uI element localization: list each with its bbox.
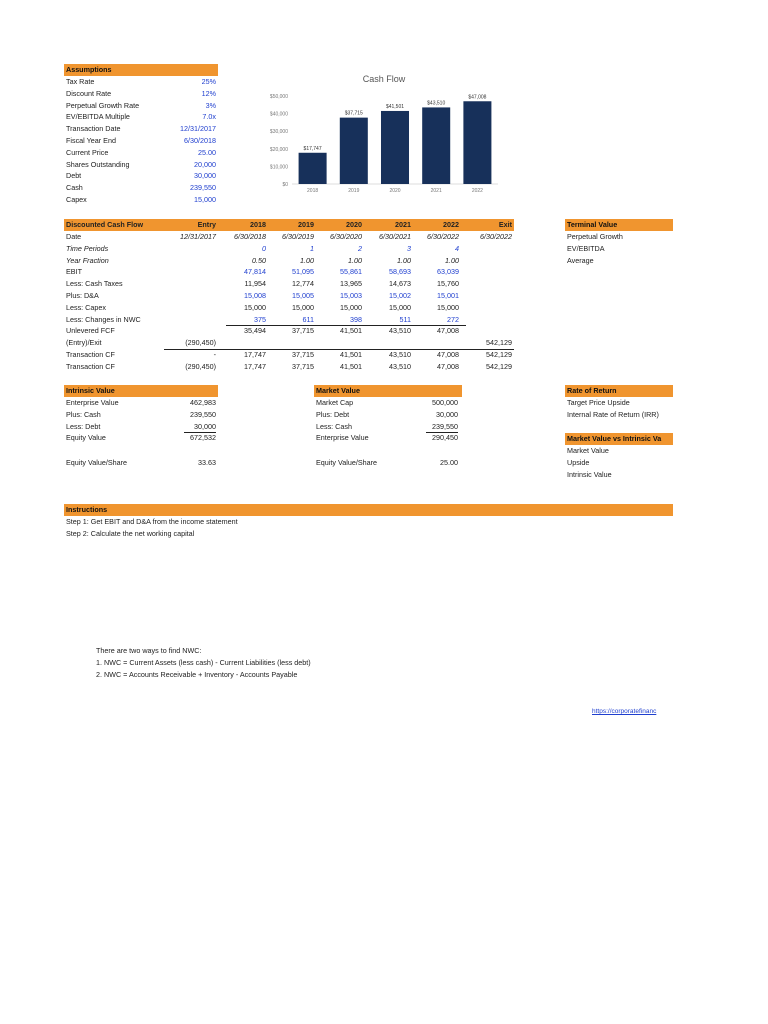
dcf-cell: 47,814 — [244, 267, 266, 277]
dcf-cell: 41,501 — [340, 326, 362, 336]
dcf-row-label: Unlevered FCF — [66, 326, 115, 336]
assumption-value: 6/30/2018 — [184, 136, 216, 145]
assumption-value: 30,000 — [194, 171, 216, 181]
dcf-cell: 15,003 — [340, 291, 362, 300]
intrinsic-label: Enterprise Value — [66, 398, 119, 407]
assumption-value: 239,550 — [190, 183, 216, 193]
cash-flow-chart — [250, 70, 500, 200]
chart-bar — [422, 107, 450, 184]
y-tick-label: $40,000 — [269, 111, 288, 118]
dcf-cell: 12/31/2017 — [180, 232, 216, 241]
dcf-column-header: Exit — [498, 220, 512, 229]
mv-vs-iv-header: Market Value vs Intrinsic Va — [565, 433, 673, 445]
market-value: 239,550 — [432, 421, 458, 431]
assumption-value: 20,000 — [194, 159, 216, 169]
dcf-cell: 63,039 — [437, 267, 459, 277]
dcf-cell: 58,693 — [389, 267, 411, 277]
market-value: 290,450 — [432, 433, 458, 443]
intrinsic-value: 239,550 — [190, 409, 216, 419]
assumptions-header: Assumptions — [64, 64, 218, 76]
dcf-cell: 15,008 — [244, 291, 266, 300]
dcf-cell: 12,774 — [292, 279, 314, 289]
dcf-cell: 375 — [254, 314, 266, 324]
dcf-row-label: Less: Cash Taxes — [66, 279, 123, 289]
dcf-cell: 11,954 — [244, 279, 266, 289]
dcf-cell: 0.50 — [252, 255, 266, 265]
dcf-subtotal-rule — [226, 325, 466, 326]
dcf-cell: 272 — [447, 314, 459, 324]
dcf-cell: 43,510 — [389, 361, 411, 371]
assumption-label: Discount Rate — [66, 88, 112, 98]
nwc-note: 2. NWC = Accounts Receivable + Inventory - Accounts Payable — [96, 669, 298, 679]
dcf-cell: 0 — [262, 243, 266, 253]
dcf-cell: 37,715 — [292, 361, 314, 371]
y-tick-label: $10,000 — [269, 164, 288, 171]
dcf-column-header: 2021 — [395, 220, 411, 229]
x-tick-label: 2018 — [307, 188, 319, 194]
assumption-label: Debt — [66, 171, 82, 181]
dcf-cell: 47,008 — [437, 361, 459, 371]
intrinsic-label: Equity Value — [66, 433, 106, 443]
dcf-cell: 15,000 — [292, 302, 314, 312]
corporate-finance-link[interactable]: https://corporatefinanc — [592, 708, 657, 715]
dcf-cell: 15,005 — [292, 291, 314, 300]
dcf-row-label: (Entry)/Exit — [66, 338, 102, 348]
market-total-rule — [426, 432, 458, 433]
dcf-cell: 542,129 — [486, 350, 512, 359]
bar-data-label: $47,008 — [468, 94, 487, 101]
dcf-cell: 15,000 — [340, 302, 362, 312]
dcf-row-label: Year Fraction — [66, 255, 109, 265]
bar-data-label: $43,510 — [427, 100, 446, 107]
intrinsic-total-rule — [184, 432, 216, 433]
x-tick-label: 2021 — [430, 188, 442, 194]
terminal-value-row: Average — [567, 255, 594, 265]
dcf-header-label: Discounted Cash Flow — [66, 220, 144, 229]
dcf-cell: 1.00 — [397, 255, 411, 265]
terminal-value-header: Terminal Value — [565, 219, 673, 231]
dcf-column-header: Entry — [197, 220, 216, 229]
y-tick-label: $50,000 — [269, 94, 288, 100]
terminal-value-row: Perpetual Growth — [567, 232, 623, 241]
dcf-column-header: 2020 — [346, 220, 362, 229]
dcf-cell: 43,510 — [389, 326, 411, 336]
dcf-cell: 15,000 — [437, 302, 459, 312]
dcf-cell: 6/30/2021 — [379, 232, 411, 241]
chart-title: Cash Flow — [362, 74, 406, 84]
dcf-cell: 47,008 — [437, 350, 459, 359]
intrinsic-value: 30,000 — [194, 421, 216, 431]
chart-bar — [381, 111, 409, 184]
dcf-cell: 542,129 — [486, 338, 512, 348]
dcf-total-rule — [164, 349, 514, 350]
dcf-cell: 1.00 — [348, 255, 362, 265]
dcf-cell: 17,747 — [244, 350, 266, 359]
dcf-cell: 2 — [358, 243, 362, 253]
assumption-label: Perpetual Growth Rate — [66, 100, 140, 110]
dcf-cell: 611 — [302, 314, 314, 324]
assumption-label: Transaction Date — [66, 124, 121, 134]
dcf-cell: 6/30/2022 — [480, 232, 512, 241]
chart-bar — [299, 153, 327, 184]
bar-data-label: $41,501 — [385, 103, 405, 110]
dcf-column-header: 2019 — [298, 220, 314, 229]
dcf-cell: 6/30/2019 — [282, 232, 314, 241]
chart-bar — [340, 118, 368, 184]
dcf-cell: 47,008 — [437, 326, 459, 336]
bar-data-label: $17,747 — [303, 145, 322, 152]
mv-vs-iv-row: Market Value — [567, 446, 609, 455]
assumption-label: Capex — [66, 195, 87, 204]
dcf-row-label: Less: Capex — [66, 302, 106, 312]
market-value-header: Market Value — [314, 385, 462, 397]
dcf-column-header: 2018 — [250, 220, 266, 229]
dcf-column-header: 2022 — [443, 220, 459, 229]
assumption-label: Current Price — [66, 147, 109, 157]
dcf-cell: 542,129 — [486, 361, 512, 371]
instruction-step: Step 1: Get EBIT and D&A from the income statement — [66, 517, 238, 526]
dcf-cell: 41,501 — [340, 361, 362, 371]
dcf-cell: 6/30/2020 — [330, 232, 362, 241]
dcf-row-label: Transaction CF — [66, 361, 115, 371]
intrinsic-value-header: Intrinsic Value — [64, 385, 218, 397]
nwc-note: 1. NWC = Current Assets (less cash) - Current Liabilities (less debt) — [96, 657, 311, 667]
mv-vs-iv-row: Intrinsic Value — [567, 469, 612, 479]
market-label: Market Cap — [316, 398, 354, 407]
dcf-cell: 15,001 — [437, 291, 459, 300]
market-value: 30,000 — [436, 409, 458, 419]
dcf-cell: 1.00 — [300, 255, 314, 265]
dcf-cell: 15,000 — [389, 302, 411, 312]
dcf-cell: 13,965 — [340, 279, 362, 289]
dcf-cell: 14,673 — [389, 279, 411, 289]
intrinsic-label: Less: Debt — [66, 421, 101, 431]
intrinsic-value: 672,532 — [190, 433, 216, 443]
dcf-cell: 398 — [350, 314, 362, 324]
x-tick-label: 2019 — [348, 188, 360, 194]
bar-data-label: $37,715 — [344, 110, 363, 117]
rate-of-return-row: Target Price Upside — [567, 398, 630, 407]
dcf-cell: 6/30/2018 — [234, 232, 266, 241]
mv-vs-iv-row: Upside — [567, 457, 590, 467]
dcf-cell: 55,861 — [340, 267, 362, 277]
assumption-label: Tax Rate — [66, 77, 95, 86]
assumption-label: Fiscal Year End — [66, 136, 116, 145]
intrinsic-label: Plus: Cash — [66, 409, 101, 419]
dcf-cell: 6/30/2022 — [427, 232, 459, 241]
rate-of-return-row: Internal Rate of Return (IRR) — [567, 409, 659, 419]
x-tick-label: 2020 — [389, 188, 401, 194]
dcf-row-label: Time Periods — [66, 243, 109, 253]
dcf-cell: - — [213, 350, 216, 359]
y-tick-label: $30,000 — [269, 129, 288, 136]
assumption-value: 25.00 — [198, 147, 216, 157]
assumption-label: Shares Outstanding — [66, 159, 130, 169]
chart-bar — [463, 101, 491, 184]
intrinsic-value: 462,983 — [190, 398, 216, 407]
dcf-row-label: EBIT — [66, 267, 82, 277]
dcf-cell: 1 — [310, 243, 314, 253]
dcf-cell: 15,002 — [389, 291, 411, 300]
assumption-value: 7.0x — [202, 112, 216, 122]
dcf-cell: (290,450) — [185, 361, 216, 371]
dcf-cell: 43,510 — [389, 350, 411, 359]
intrinsic-per-share-label: Equity Value/Share — [66, 458, 127, 467]
dcf-cell: 15,760 — [437, 279, 459, 289]
assumption-value: 15,000 — [194, 195, 216, 204]
market-value: 500,000 — [432, 398, 458, 407]
assumption-value: 12% — [201, 88, 216, 98]
dcf-row-label: Less: Changes in NWC — [66, 314, 141, 324]
nwc-note: There are two ways to find NWC: — [96, 646, 202, 655]
dcf-cell: 41,501 — [340, 350, 362, 359]
dcf-cell: 15,000 — [244, 302, 266, 312]
market-per-share-label: Equity Value/Share — [316, 458, 377, 467]
dcf-cell: (290,450) — [185, 338, 216, 348]
rate-of-return-header: Rate of Return — [565, 385, 673, 397]
market-label: Less: Cash — [316, 421, 352, 431]
market-label: Enterprise Value — [316, 433, 369, 443]
market-label: Plus: Debt — [316, 409, 350, 419]
x-tick-label: 2022 — [471, 188, 483, 194]
dcf-cell: 511 — [399, 314, 411, 324]
dcf-row-label: Date — [66, 232, 82, 241]
dcf-cell: 3 — [407, 243, 411, 253]
dcf-row-label: Plus: D&A — [66, 291, 99, 300]
dcf-cell: 51,095 — [292, 267, 314, 277]
terminal-value-row: EV/EBITDA — [567, 243, 605, 253]
dcf-cell: 37,715 — [292, 350, 314, 359]
y-tick-label: $20,000 — [269, 146, 288, 153]
dcf-cell: 37,715 — [292, 326, 314, 336]
assumption-label: EV/EBITDA Multiple — [66, 112, 130, 122]
market-per-share-value: 25.00 — [440, 458, 458, 467]
assumption-value: 12/31/2017 — [180, 124, 216, 134]
assumption-value: 25% — [201, 77, 216, 86]
assumption-value: 3% — [205, 100, 216, 110]
instructions-header: Instructions — [64, 504, 673, 516]
dcf-cell: 17,747 — [244, 361, 266, 371]
assumption-label: Cash — [66, 183, 83, 193]
dcf-row-label: Transaction CF — [66, 350, 115, 359]
dcf-cell: 35,494 — [244, 326, 266, 336]
dcf-cell: 1.00 — [445, 255, 459, 265]
instruction-step: Step 2: Calculate the net working capital — [66, 528, 195, 538]
intrinsic-per-share-value: 33.63 — [198, 458, 216, 467]
y-tick-label: $0 — [282, 182, 288, 188]
dcf-cell: 4 — [455, 243, 459, 253]
